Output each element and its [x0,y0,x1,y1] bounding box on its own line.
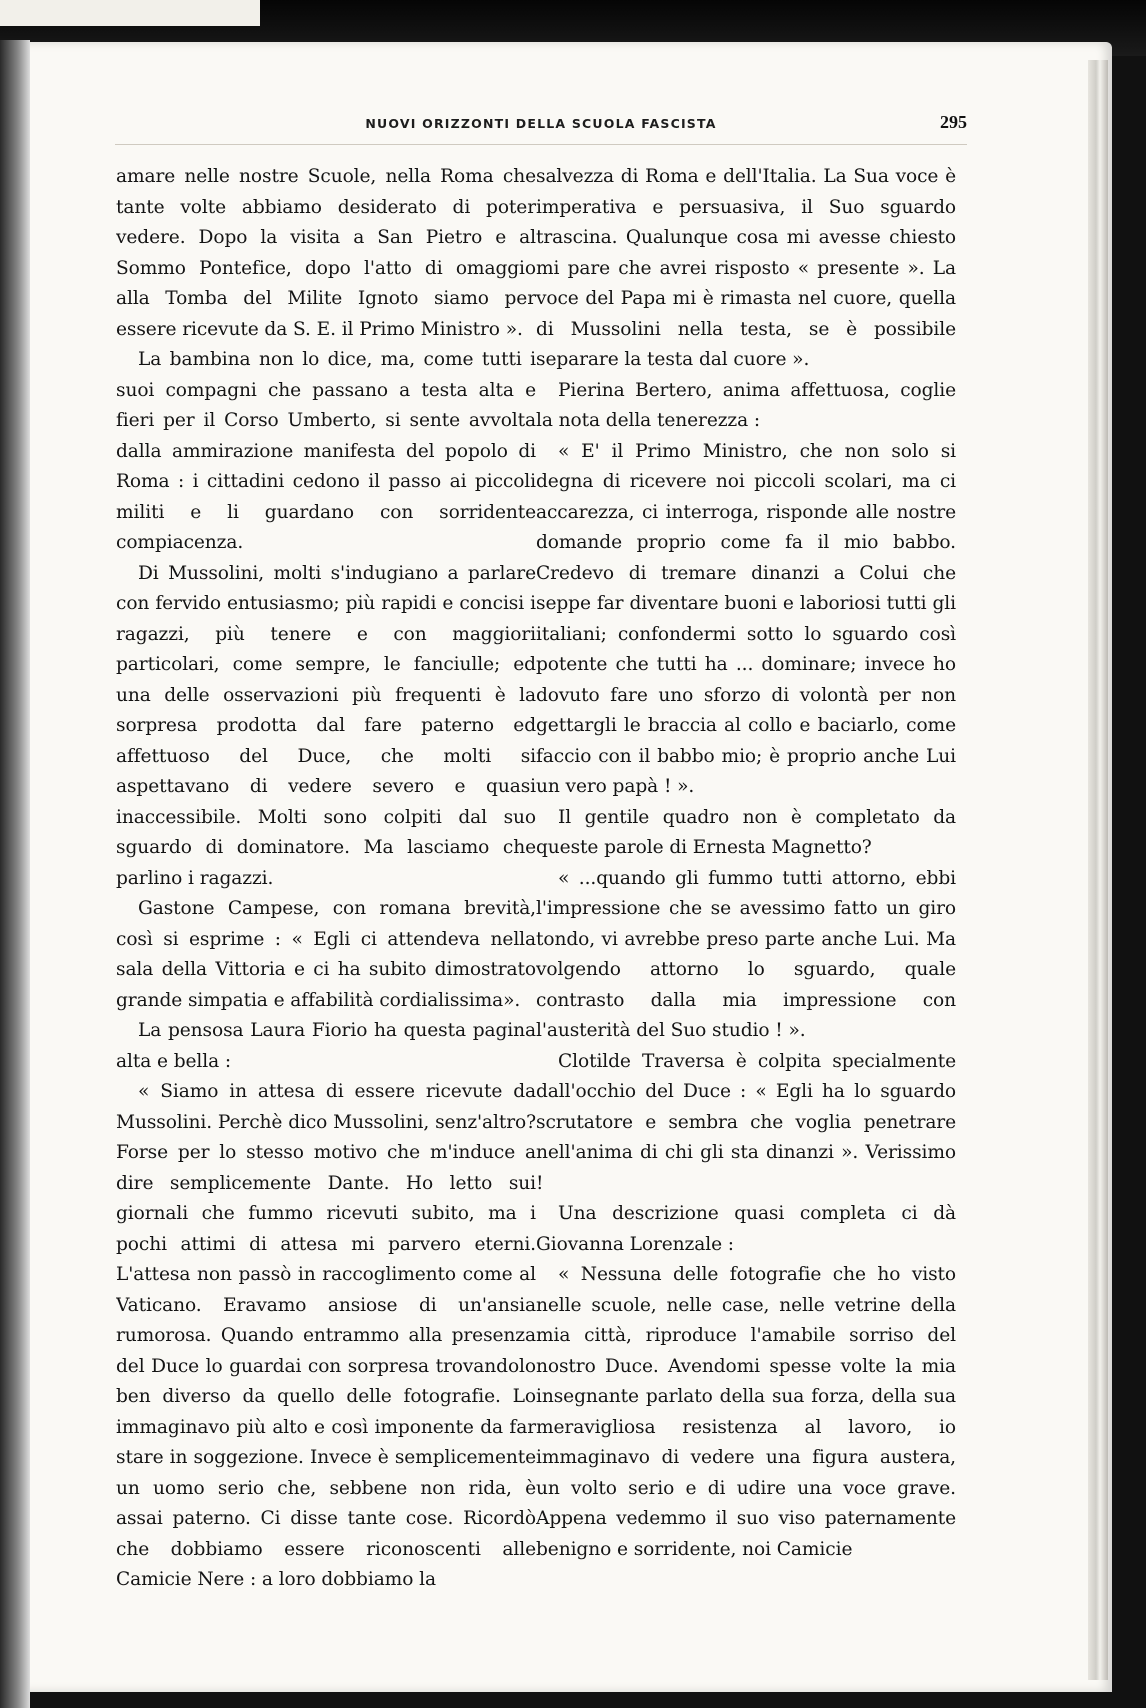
paragraph: salvezza di Roma e dell'Italia. La Sua voce è imperativa e persuasiva, il Suo sguardo trascina. Qualunque cosa mi avesse chiesto mi pare che avrei risposto « presente ». La voce del Papa mi è rimasta nel cuore, quella di Mussolini nella testa, se è possibile separare la testa dal cuore ». [536,166,956,370]
paragraph: Gastone Campese, con romana brevità, così si esprime : « Egli ci attendeva nella sala della Vittoria e ci ha subito dimostrato grande simpatia e affabilità cordialissima». [116,898,536,1011]
header-rule [115,144,967,145]
paragraph: « E' il Primo Ministro, che non solo si degna di ricevere noi piccoli scolari, ma ci accarezza, ci interroga, risponde alle nostre domande proprio come fa il mio babbo. Credevo di tremare dinanzi a Colui che seppe far diventare buoni e laboriosi tutti gli italiani; confondermi sotto lo sguardo così potente che tutti ha ... dominare; invece ho dovuto fare uno sforzo di volontà per non gettargli le braccia al collo e baciarlo, come faccio con il babbo mio; è proprio anche Lui un vero papà ! ». [536,440,956,797]
page-edge [1088,60,1108,1680]
paragraph: Di Mussolini, molti s'indugiano a parlare con fervido entusiasmo; più rapidi e concisi i ragazzi, più tenere e con maggiori particolari, come sempre, le fanciulle; ed una delle osservazioni più frequenti è la sorpresa prodotta dal fare paterno ed affettuoso del Duce, che molti si aspettavano di vedere severo e quasi inaccessibile. Molti sono colpiti dal suo sguardo di dominatore. Ma lasciamo che parlino i ragazzi. [116,562,536,889]
page-header [115,108,967,140]
book-gutter [0,40,30,1708]
paragraph: La bambina non lo dice, ma, come tutti i suoi compagni che passano a testa alta e fieri per il Corso Umberto, si sente avvolta dalla ammirazione manifesta del popolo di Roma : i cittadini cedono il passo ai piccoli militi e li guardano con sorridente compiacenza. [116,349,536,553]
paragraph: Il gentile quadro non è completato da queste parole di Ernesta Magnetto? [536,806,956,858]
left-column [116,162,536,1672]
paragraph: Una descrizione quasi completa ci dà Giovanna Lorenzale : [536,1203,956,1255]
scan-tab [0,0,260,26]
right-column [536,162,956,1672]
paragraph: « ...quando gli fummo tutti attorno, ebbi l'impressione che se avessimo fatto un giro tondo, vi avrebbe preso parte anche Lui. Ma volgendo attorno lo sguardo, quale contrasto dalla mia impressione con l'austerità del Suo studio ! ». [536,867,956,1041]
paragraph: Pierina Bertero, anima affettuosa, coglie la nota della tenerezza : [536,379,956,431]
paragraph: Clotilde Traversa è colpita specialmente dall'occhio del Duce : « Egli ha lo sguardo scrutatore e sembra che voglia penetrare nell'anima di chi gli sta dinanzi ». Verissimo ! [536,1050,956,1194]
paragraph: « Siamo in attesa di essere ricevute da Mussolini. Perchè dico Mussolini, senz'altro? Forse per lo stesso motivo che m'induce a dire semplicemente Dante. Ho letto sui giornali che fummo ricevuti subito, ma i pochi attimi di attesa mi parvero eterni. L'attesa non passò in raccoglimento come al Vaticano. Eravamo ansiose di un'ansia rumorosa. Quando entrammo alla presenza del Duce lo guardai con sorpresa trovandolo ben diverso da quello delle fotografie. Lo immaginavo più alto e così imponente da far stare in soggezione. Invece è semplicemente un uomo serio che, sebbene non rida, è assai paterno. Ci disse tante cose. Ricordò che dobbiamo essere riconoscenti alle Camicie Nere : a loro dobbiamo la [116,1081,536,1590]
paragraph: amare nelle nostre Scuole, nella Roma che tante volte abbiamo desiderato di poter vedere. Dopo la visita a San Pietro e al Sommo Pontefice, dopo l'atto di omaggio alla Tomba del Milite Ignoto siamo per essere ricevute da S. E. il Primo Ministro ». [116,166,536,340]
paragraph: « Nessuna delle fotografie che ho visto nelle scuole, nelle case, nelle vetrine della mia città, riproduce l'amabile sorriso del nostro Duce. Avendomi spesse volte la mia insegnante parlato della sua forza, della sua meravigliosa resistenza al lavoro, io immaginavo di vedere una figura austera, un volto serio e di udire una voce grave. Appena vedemmo il suo viso paternamente benigno e sorridente, noi Camicie [536,1264,956,1560]
running-title: NUOVI ORIZZONTI DELLA SCUOLA FASCISTA [365,116,717,131]
page-number: 295 [940,112,967,132]
paragraph: La pensosa Laura Fiorio ha questa pagina alta e bella : [116,1020,536,1072]
